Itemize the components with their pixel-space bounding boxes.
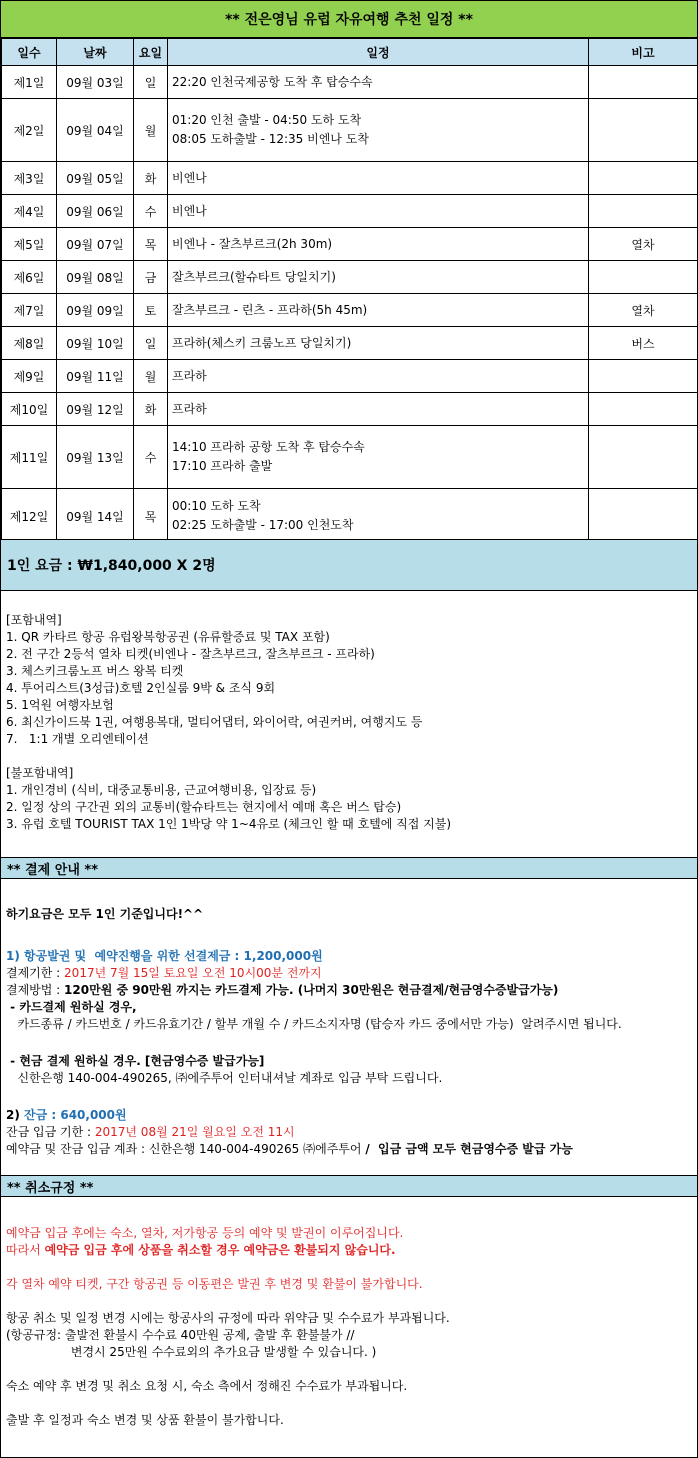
page-title: ** 전은영님 유럽 자유여행 추천 일정 **	[1, 1, 697, 38]
cell-schedule	[168, 162, 589, 195]
schedule-line: 잘츠부르크(할슈타트 당일치기)	[172, 269, 336, 284]
cancel-p1-line1: 예약금 입금 후에는 숙소, 열차, 저가항공 등의 예약 및 발권이 이루어집니다.	[6, 1226, 404, 1240]
table-row	[2, 393, 698, 426]
cell-schedule	[168, 327, 589, 360]
excluded-heading: [불포함내역]	[6, 766, 74, 780]
schedule-line: 02:25 도하출발 - 17:00 인천도착	[172, 518, 354, 532]
included-item: 3. 체스키크룸노프 버스 왕복 티켓	[6, 664, 184, 678]
table-row	[2, 66, 698, 99]
cell-schedule	[168, 294, 589, 327]
schedule-line: 잘츠부르크 - 린츠 - 프라하(5h 45m)	[172, 302, 368, 317]
table-row	[2, 228, 698, 261]
cell-day: 제7일	[2, 294, 57, 327]
method-label: 결제방법 :	[6, 983, 65, 997]
header-weekday: 요일	[134, 39, 168, 66]
cancel-p1-line2-prefix: 따라서	[6, 1243, 45, 1257]
cell-note: 열차	[589, 294, 698, 327]
cell-weekday: 일	[134, 327, 168, 360]
cancel-p2: 각 열차 예약 티켓, 구간 항공권 등 이동편은 발권 후 변경 및 환불이 불가합니다.	[6, 1277, 423, 1291]
cell-day: 제4일	[2, 195, 57, 228]
cell-day: 제2일	[2, 99, 57, 162]
table-row	[2, 489, 698, 544]
method-line	[6, 982, 697, 999]
table-row	[2, 294, 698, 327]
schedule-line: 01:20 인천 출발 - 04:50 도하 도착	[172, 113, 362, 127]
cell-date: 09월 14일	[57, 489, 134, 544]
cell-note	[589, 162, 698, 195]
cell-schedule	[168, 489, 589, 544]
cell-day: 제6일	[2, 261, 57, 294]
cancel-p4: 숙소 예약 후 변경 및 취소 요청 시, 숙소 측에서 정해진 수수료가 부과됩니다.	[6, 1379, 408, 1393]
cell-weekday: 월	[134, 99, 168, 162]
cell-note	[589, 195, 698, 228]
schedule-line: 비엔나	[172, 203, 207, 218]
included-item: 5. 1억원 여행자보험	[6, 698, 114, 712]
cell-weekday: 금	[134, 261, 168, 294]
cell-schedule	[168, 66, 589, 99]
cell-day: 제10일	[2, 393, 57, 426]
deposit-label: 1) 항공발권 및 예약진행을 위한 선결제금 :	[6, 949, 244, 963]
balance-line	[6, 1107, 697, 1124]
cell-note	[589, 99, 698, 162]
header-date: 날짜	[57, 39, 134, 66]
cell-schedule	[168, 360, 589, 393]
excluded-item: 2. 일정 상의 구간권 외의 교통비(할슈타트는 현지에서 예매 혹은 버스 탑승)	[6, 800, 402, 814]
cell-schedule	[168, 426, 589, 489]
schedule-line: 프라하	[172, 401, 207, 416]
excluded-item: 3. 유럽 호텔 TOURIST TAX 1인 1박당 약 1~4유로 (체크인 할 때 호텔에 직접 지불)	[6, 817, 452, 831]
cell-schedule	[168, 261, 589, 294]
account-text: 예약금 및 잔금 입금 계좌 : 신한은행 140-004-490265 ㈜에주투어	[6, 1142, 366, 1156]
cell-day: 제3일	[2, 162, 57, 195]
deposit-amount: 1,200,000원	[243, 949, 323, 963]
cell-note	[589, 426, 698, 489]
deadline-line	[6, 965, 697, 982]
balance-deadline-label: 잔금 입금 기한 :	[6, 1125, 95, 1139]
cell-date: 09월 09일	[57, 294, 134, 327]
excluded-item: 1. 개인경비 (식비, 대중교통비용, 근교여행비용, 입장료 등)	[6, 783, 317, 797]
cancel-p3-line2: (항공규정: 출발전 환불시 수수료 40만원 공제, 출발 후 환불불가 //	[6, 1328, 355, 1342]
table-row	[2, 99, 698, 162]
cell-day: 제9일	[2, 360, 57, 393]
cell-schedule	[168, 228, 589, 261]
table-header-row	[2, 39, 698, 66]
cell-weekday: 일	[134, 66, 168, 99]
schedule-line: 08:05 도하출발 - 12:35 비엔나 도착	[172, 132, 369, 146]
cell-note	[589, 360, 698, 393]
cell-schedule	[168, 99, 589, 162]
cell-day: 제5일	[2, 228, 57, 261]
cancel-p3-line3: 변경시 25만원 수수료외의 추가요금 발생할 수 있습니다. )	[6, 1345, 377, 1359]
cash-heading: - 현금 결제 원하실 경우. [현금영수증 발급가능]	[6, 1054, 265, 1068]
table-row	[2, 327, 698, 360]
cell-weekday: 토	[134, 294, 168, 327]
cancel-section	[1, 1225, 697, 1429]
payment-section	[1, 906, 697, 1158]
cell-date: 09월 07일	[57, 228, 134, 261]
schedule-line: 22:20 인천국제공항 도착 후 탑승수속	[172, 74, 373, 89]
table-row	[2, 426, 698, 489]
included-item: 2. 전 구간 2등석 열차 티켓(비엔나 - 잘츠부르크, 잘츠부르크 - 프라하)	[6, 647, 375, 661]
card-detail: 카드종류 / 카드번호 / 카드유효기간 / 할부 개월 수 / 카드소지자명 (탑승자 카드 중에서만 가능) 알려주시면 됩니다.	[6, 1017, 622, 1031]
inclusions-section	[1, 612, 697, 833]
cancel-p1-line2-bold: 예약금 입금 후에 상품을 취소할 경우 예약금은 환불되지 않습니다.	[44, 1243, 396, 1257]
cancel-heading: ** 취소규정 **	[1, 1175, 697, 1197]
payment-heading: ** 결제 안내 **	[1, 857, 697, 879]
cell-weekday: 화	[134, 162, 168, 195]
cancel-p1-line2	[6, 1242, 697, 1259]
header-schedule: 일정	[168, 39, 589, 66]
cell-date: 09월 03일	[57, 66, 134, 99]
schedule-line: 14:10 프라하 공항 도착 후 탑승수속	[172, 440, 365, 454]
spacer	[6, 748, 697, 765]
cell-date: 09월 04일	[57, 99, 134, 162]
cancel-p5: 출발 후 일정과 숙소 변경 및 상품 환불이 불가합니다.	[6, 1413, 284, 1427]
schedule-line: 프라하	[172, 368, 207, 383]
included-item: 1. QR 카타르 항공 유럽왕복항공권 (유류할증료 및 TAX 포함)	[6, 630, 330, 644]
cell-note	[589, 66, 698, 99]
cell-weekday: 목	[134, 228, 168, 261]
balance-deadline-value: 2017년 08월 21일 월요일 오전 11시	[94, 1125, 295, 1139]
cell-date: 09월 05일	[57, 162, 134, 195]
cell-day: 제1일	[2, 66, 57, 99]
account-note: / 입금 금액 모두 현금영수증 발급 가능	[365, 1142, 573, 1156]
balance-label: 잔금 : 640,000원	[24, 1108, 127, 1122]
included-item: 7. 1:1 개별 오리엔테이션	[6, 732, 149, 746]
cell-schedule	[168, 195, 589, 228]
table-row	[2, 162, 698, 195]
schedule-line: 비엔나 - 잘츠부르크(2h 30m)	[172, 236, 333, 251]
table-row	[2, 195, 698, 228]
cell-day: 제8일	[2, 327, 57, 360]
method-value: 120만원 중 90만원 까지는 카드결제 가능. (나머지 30만원은 현금결제/현금영수증발급가능)	[64, 983, 559, 997]
cell-date: 09월 13일	[57, 426, 134, 489]
schedule-line: 17:10 프라하 출발	[172, 459, 273, 473]
cell-note	[589, 489, 698, 544]
cell-date: 09월 11일	[57, 360, 134, 393]
cell-date: 09월 12일	[57, 393, 134, 426]
header-day: 일수	[2, 39, 57, 66]
cell-note: 버스	[589, 327, 698, 360]
deadline-label: 결제기한 :	[6, 966, 65, 980]
cell-weekday: 수	[134, 426, 168, 489]
schedule-table	[1, 38, 698, 544]
balance-deadline-line	[6, 1124, 697, 1141]
included-item: 4. 투어리스트(3성급)호텔 2인실룸 9박 & 조식 9회	[6, 681, 276, 695]
cell-weekday: 목	[134, 489, 168, 544]
cell-day: 제12일	[2, 489, 57, 544]
table-row	[2, 360, 698, 393]
cell-schedule	[168, 393, 589, 426]
included-item: 6. 최신가이드북 1권, 여행용복대, 멀티어댑터, 와이어락, 여권커버, 여행지도 등	[6, 715, 423, 729]
cell-date: 09월 08일	[57, 261, 134, 294]
schedule-line: 프라하(체스키 크룸노프 당일치기)	[172, 335, 352, 350]
schedule-line: 비엔나	[172, 170, 207, 185]
cash-detail: 신한은행 140-004-490265, ㈜에주투어 인터내셔날 계좌로 입금 부탁 드립니다.	[6, 1071, 443, 1085]
deposit-line	[6, 948, 697, 965]
cell-date: 09월 06일	[57, 195, 134, 228]
table-row	[2, 261, 698, 294]
cell-weekday: 월	[134, 360, 168, 393]
cell-day: 제11일	[2, 426, 57, 489]
balance-number: 2)	[6, 1108, 25, 1122]
included-heading: [포함내역]	[6, 613, 62, 627]
cell-weekday: 화	[134, 393, 168, 426]
card-heading: - 카드결제 원하실 경우,	[6, 1000, 137, 1014]
cell-weekday: 수	[134, 195, 168, 228]
schedule-line: 00:10 도하 도착	[172, 499, 261, 513]
price-banner: 1인 요금 : ₩1,840,000 X 2명	[1, 539, 697, 591]
cell-note: 열차	[589, 228, 698, 261]
cell-note	[589, 393, 698, 426]
cell-note	[589, 261, 698, 294]
account-line	[6, 1141, 697, 1158]
cell-date: 09월 10일	[57, 327, 134, 360]
deadline-value: 2017년 7월 15일 토요일 오전 10시00분 전까지	[64, 966, 322, 980]
cancel-p3-line1: 항공 취소 및 일정 변경 시에는 항공사의 규정에 따라 위약금 및 수수료가 부과됩니다.	[6, 1311, 450, 1325]
payment-intro: 하기요금은 모두 1인 기준입니다!^^	[6, 907, 204, 921]
header-note: 비고	[589, 39, 698, 66]
